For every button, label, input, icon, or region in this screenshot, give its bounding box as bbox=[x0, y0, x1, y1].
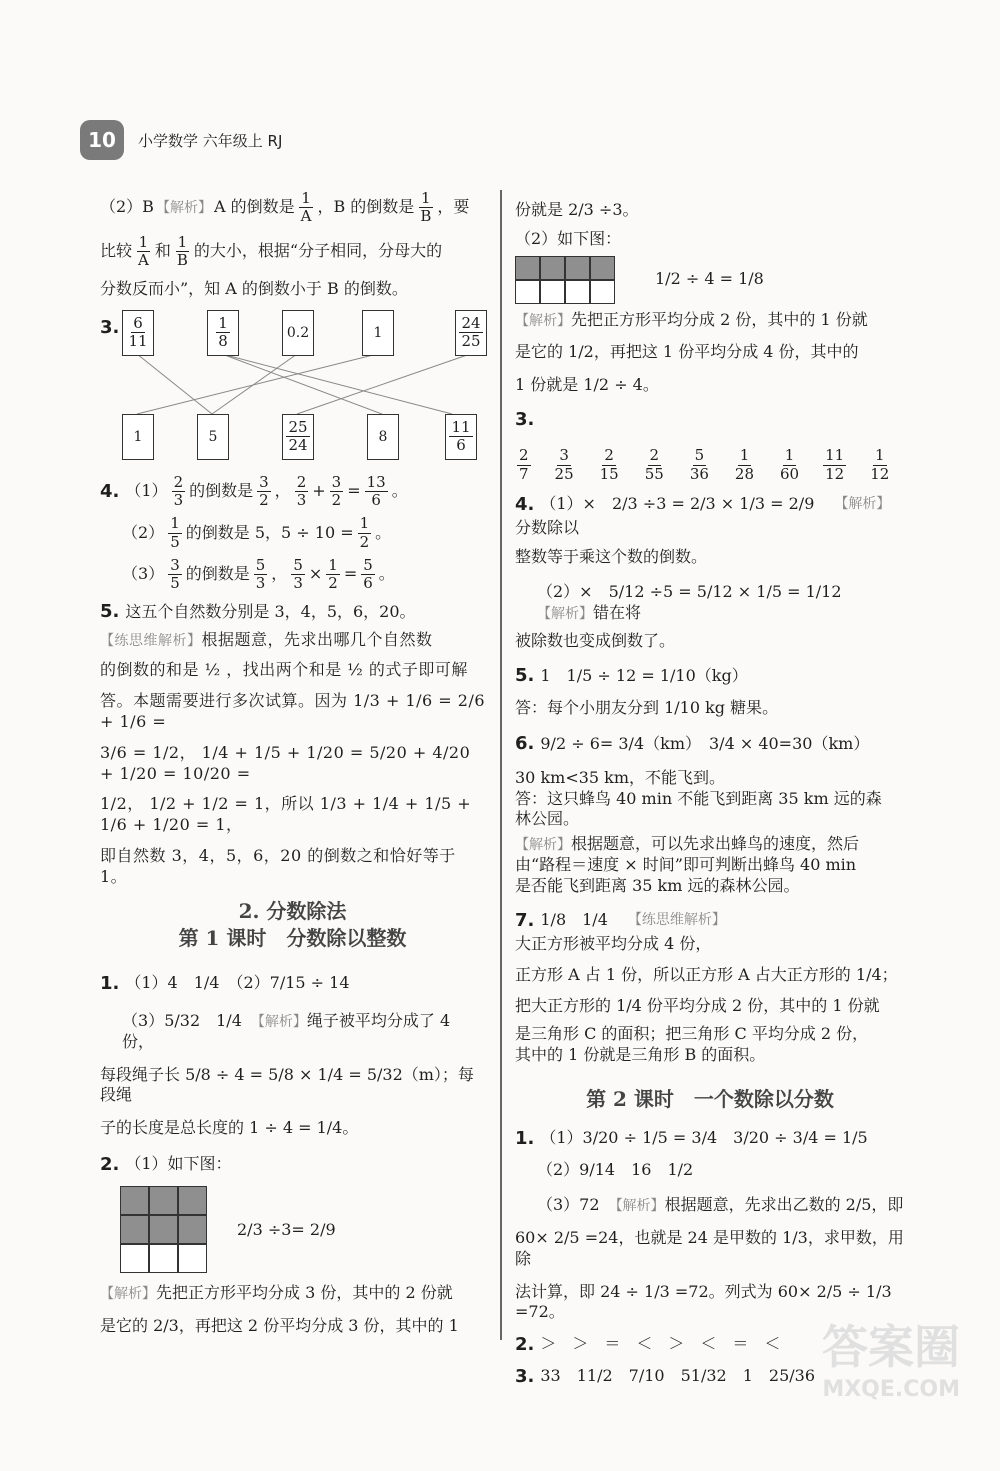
bottom-box-5 bbox=[445, 414, 477, 460]
page-header bbox=[80, 120, 282, 160]
bottom-box-3 bbox=[282, 414, 314, 460]
fraction: 2 7 bbox=[519, 446, 529, 483]
s1: 1. （1）4 1/4 （2）7/15 ÷ 14 （3）5/32 1/4 【解析】绳子被平均分成了 4 份， 每段绳子长 5/8 ÷ 4 = 5/8 × 1/4 = 5/32（m）；每段绳 子的长度是总长度的 1 ÷ 4 = 1/4。 bbox=[100, 972, 474, 1138]
s2: 2. （1）如下图： 2/3 ÷3= 2/9 【解析】先把正方形平均分成 3 份，其中的 2 份就 是它的 2/3，再把这 2 份平均分成 3 份，其中的 1 bbox=[100, 1154, 459, 1336]
bottom-box-2: 5 bbox=[197, 414, 229, 460]
fraction: 11 12 bbox=[825, 446, 845, 483]
fraction: 1 A bbox=[300, 189, 312, 226]
q2b-line2: 比较 1 A 和 1 B 的大小，根据“分子相同，分母大的 bbox=[100, 232, 443, 269]
question-number: 3. bbox=[100, 316, 120, 338]
column-divider bbox=[500, 190, 502, 1340]
page-number: 10 bbox=[80, 120, 124, 160]
fraction: 5 36 bbox=[689, 446, 709, 483]
q2b-line1: （2）B 【解析】 A 的倒数是 1 A ，B 的倒数是 1 B ，要 bbox=[100, 189, 470, 226]
watermark-logo: 答案圈 MXQE.COM bbox=[822, 1320, 960, 1402]
top-box-2 bbox=[207, 310, 239, 356]
section-heading: 2. 分数除法 第 1 课时 分数除以整数 bbox=[178, 898, 407, 950]
fraction: 1 12 bbox=[870, 446, 890, 483]
q2b-line3: 分数反而小”，知 A 的倒数小于 B 的倒数。 bbox=[100, 279, 408, 298]
fraction: 3 25 bbox=[554, 446, 574, 483]
r-q6: 6. 9/2 ÷ 6= 3/4（km） 3/4 × 40=30（km） 30 km<35 km，不能飞到。 答：这只蜂鸟 40 min 不能飞到距离 35 km 远的森 林公园。 【解析】根据题意，可以先求出蜂鸟的速度，然后 由“路程＝速度 × 时间”即可判断出蜂鸟 40 min 是否能飞到距离 35 km 远的森林公园。 bbox=[515, 733, 882, 895]
q5: 5. 这五个自然数分别是 3，4，5，6，20。 【练思维解析】根据题意，先求出哪几个自然数 的倒数的和是 ½ ，找出两个和是 ½ 的式子即可解 答。本题需要进行多次试算。因为 1/3 + 1/6 = 2/6 + 1/6 = 3/6 = 1/2， 1/4 + 1/5 + 1/20 = 5/20 + 4/20 + 1/20 = 10/20 = 1/2， 1/2 + 1/2 = 1，所以 1/3 + 1/4 + 1/5 + 1/6 + 1/20 = 1， 即自然数 3，4，5，6，20 的倒数之和恰好等于 1。 bbox=[100, 601, 486, 886]
matching-diagram bbox=[100, 306, 485, 466]
right-column: 份就是 2/3 ÷3。 （2）如下图： 1/2 ÷ 4 = 1/8 【解析】先把正方形平均分成 2 份，其中的 1 份就 是它的 1/2，再把这 1 份平均分成 4 份，其中的 1 份就是 1/2 ÷ 4。 3. 2 7 3 25 2 15 2 55 5 36 1 28 1 60 11 12 1 12 4. （1）× 2/3 ÷3 = 2/3 × 1/3 = 2/9 【解析】 分数除以 整数等于乘这个数的倒数。 （2）× 5/12 ÷5 = 5/12 × 1/5 = 1/12 【解析】错在将 被除数也变成倒数了。 5. 1 1/5 ÷ 12 = 1/10（kg） 答：每个小朋友分到 1/10 kg 糖果。 6. 9/2 ÷ 6= 3/4（km） 3/4 × 40=30（km） 30 km<35 km，不能飞到。 答：这只蜂鸟 40 min 不能飞到距离 35 km 远的森 林公园。 【解析】根据题意，可以先求出蜂鸟的速度，然后 由“路程＝速度 × 时间”即可判断出蜂鸟 40 min 是否能飞到距离 35 km 远的森林公园。 7. 1/8 1/4 【练思维解析】 大正方形被平均分成 4 份， 正方形 A 占 1 份，所以正方形 A 占大正方形的 1/4； 把大正方形的 1/4 份平均分成 2 份，其中的 1 份就 是三角形 C 的面积；把三角形 C 平均分成 2 份， 其中的 1 份就是三角形 B 的面积。 第 2 课时 一个数除以分数 1. （1）3/20 ÷ 1/5 = 3/4 3/20 ÷ 3/4 = 1/5 （2）9/14 16 1/2 （3）72 【解析】根据题意，先求出乙数的 2/5，即 60× 2/5 =24，也就是 24 是甲数的 1/3，求甲数，用除 法计算，即 24 ÷ 1/3 =72。列式为 60× 2/5 ÷ 1/3 =72。 2. ＞ ＞ ＝ ＜ ＞ ＜ ＝ ＜ 3. 33 11/2 7/10 51/32 1 25/36 bbox=[515, 200, 904, 1387]
fraction: 24 25 bbox=[461, 314, 481, 351]
fraction: 2 55 bbox=[644, 446, 664, 483]
book-title: 小学数学 六年级上 RJ bbox=[138, 131, 283, 150]
fraction: 1 60 bbox=[780, 446, 800, 483]
grid-figure-3x3 bbox=[120, 1186, 207, 1273]
r-p2: 2. ＞ ＞ ＝ ＜ ＞ ＜ ＝ ＜ bbox=[515, 1334, 781, 1356]
fraction: 11 6 bbox=[451, 418, 471, 455]
bottom-box-4: 8 bbox=[367, 414, 399, 460]
fraction: 25 24 bbox=[288, 418, 308, 455]
q4: 4. （1） 2 3 的倒数是 3 2 ， 2 3 + $\frac{3}{2}$ = $\frac{13}{6}$ 。 （2） 1 5 的倒数是 5，5 ÷ 10 = $\frac{1}{2}$ 。 （3） 3 5 的倒数是 5 3 ， $\frac{5}{3}$ × $\frac{1}{2}$ = $\frac{5}{6}$ 。 bbox=[100, 472, 408, 593]
fraction: 6 11 bbox=[128, 314, 148, 351]
fraction: 1 B bbox=[176, 232, 188, 269]
r-q3: 3. 2 7 3 25 2 15 2 55 5 36 1 28 1 60 11 12 1 12 bbox=[515, 408, 890, 483]
r-p1: 1. （1）3/20 ÷ 1/5 = 3/4 3/20 ÷ 3/4 = 1/5 （2）9/14 16 1/2 （3）72 【解析】根据题意，先求出乙数的 2/5，即 60× 2/5 =24，也就是 24 是甲数的 1/3，求甲数，用除 法计算，即 24 ÷ 1/3 =72。列式为 60× 2/5 ÷ 1/3 =72。 bbox=[515, 1127, 904, 1322]
top-box-5 bbox=[455, 310, 487, 356]
left-column bbox=[100, 190, 485, 1337]
r-p3: 3. 33 11/2 7/10 51/32 1 25/36 bbox=[515, 1365, 815, 1387]
fraction: 2 15 bbox=[599, 446, 619, 483]
r-q5: 5. 1 1/5 ÷ 12 = 1/10（kg） 答：每个小朋友分到 1/10 kg 糖果。 bbox=[515, 665, 779, 717]
fraction: 1 B bbox=[420, 189, 432, 226]
r-q7: 7. 1/8 1/4 【练思维解析】 大正方形被平均分成 4 份， 正方形 A 占 1 份，所以正方形 A 占大正方形的 1/4； 把大正方形的 1/4 份平均分成 2 份，其中的 1 份就 是三角形 C 的面积；把三角形 C 平均分成 2 份， 其中的 1 份就是三角形 B 的面积。 bbox=[515, 909, 898, 1065]
fraction: 1 28 bbox=[734, 446, 755, 483]
fraction: 1 8 bbox=[218, 314, 228, 351]
fraction: 1 A bbox=[138, 232, 149, 269]
top-box-3: 0.2 bbox=[282, 310, 314, 356]
top-box-4: 1 bbox=[362, 310, 394, 356]
grid-figure-2x4 bbox=[515, 256, 615, 304]
top-box-1 bbox=[122, 310, 154, 356]
r-q4: 4. （1）× 2/3 ÷3 = 2/3 × 1/3 = 2/9 【解析】 分数除以 整数等于乘这个数的倒数。 （2）× 5/12 ÷5 = 5/12 × 1/5 = 1/12 【解析】错在将 被除数也变成倒数了。 bbox=[515, 493, 891, 651]
bottom-box-1: 1 bbox=[122, 414, 154, 460]
section-heading-2: 第 2 课时 一个数除以分数 bbox=[586, 1086, 834, 1111]
